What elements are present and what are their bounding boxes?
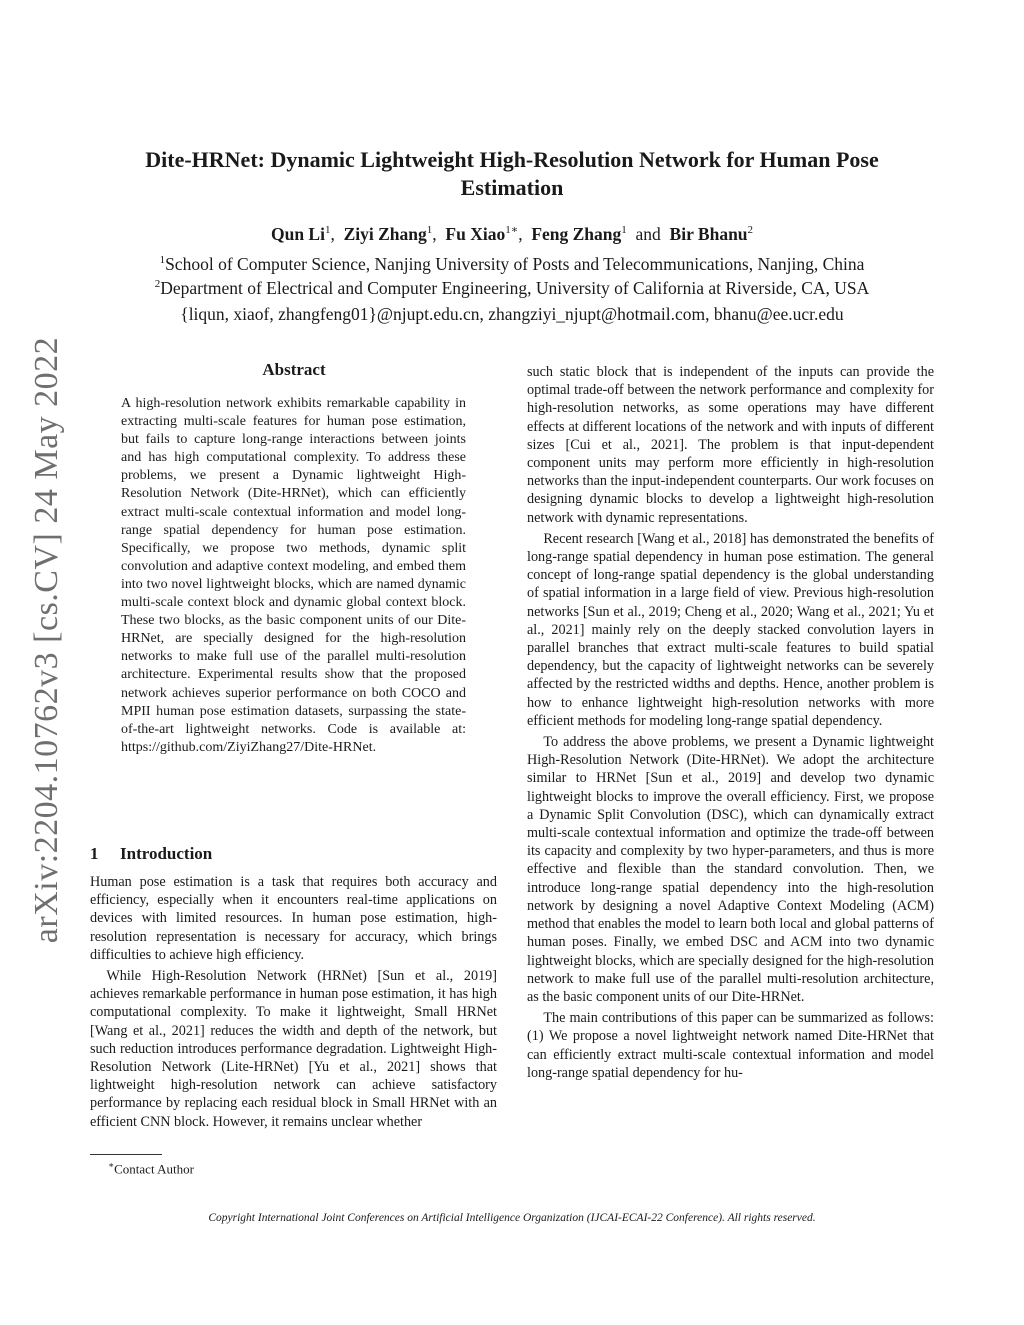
author-name: Qun Li	[270, 224, 325, 244]
paper-title: Dite-HRNet: Dynamic Lightweight High-Resolution Network for Human Pose Estimation	[145, 147, 879, 200]
author-affiliation-mark: 1	[324, 224, 331, 237]
affiliation-text: School of Computer Science, Nanjing University of Posts and Telecommunications, Nanjing, China	[165, 254, 865, 274]
author-name: Bir Bhanu	[669, 224, 748, 244]
affiliation-2	[60, 276, 964, 300]
copyright-notice: Copyright International Joint Conferences on Artificial Intelligence Organization (IJCAI-ECAI-22 Conference). All rights reserved.	[208, 1212, 816, 1224]
affiliation-text: Department of Electrical and Computer Engineering, University of California at Riverside, CA, USA	[160, 278, 870, 298]
paragraph: While High-Resolution Network (HRNet) [Sun et al., 2019] achieves remarkable performance in human pose estimation, it has high computational complexity. To make it lightweight, Small HRNet [Wang et al., 2021] reduces the width and depth of the network, but such reduction introduces performance degradation. Lightweight High-Resolution Network (Lite-HRNet) [Yu et al., 2021] shows that lightweight high-resolution network can achieve satisfactory performance by replacing each residual block in Small HRNet with an efficient CNN block. However, it remains unclear whether	[90, 968, 497, 1130]
paragraph: The main contributions of this paper can be summarized as follows: (1) We propose a novel lightweight network named Dite-HRNet that can efficiently extract multi-scale contextual information and model long-range spatial dependency for hu-	[527, 1010, 934, 1081]
author-affiliation-mark: 1	[426, 224, 433, 237]
paragraph: To address the above problems, we present a Dynamic lightweight High-Resolution Network (Dite-HRNet). We adopt the architecture similar to HRNet [Sun et al., 2019] and develop two dynamic lightweight blocks to improve the overall efficiency. First, we propose a Dynamic Split Convolution (DSC), which can dynamically extract multi-scale contextual information and optimize the trade-off between its capacity and complexity by two hyper-parameters, and thus is more effective and flexible than the standard convolution. Then, we introduce long-range spatial dependency into the high-resolution network by designing a novel Adaptive Context Modeling (ACM) method that enables the model to learn both local and global patterns of human poses. Finally, we embed DSC and ACM into two dynamic lightweight blocks, which are specially designed for the high-resolution network to make full use of the parallel multi-resolution architecture, as the basic component units of our Dite-HRNet.	[527, 734, 935, 1005]
affiliation-mark: 2	[154, 278, 161, 291]
section-heading-introduction	[90, 844, 212, 864]
author-separator: ,	[330, 224, 335, 244]
footnote-mark: ∗	[108, 1160, 115, 1170]
author-list	[60, 222, 964, 246]
author-affiliation-mark: 1∗	[505, 224, 519, 237]
right-column-body	[527, 363, 934, 1082]
section-number: 1	[90, 844, 99, 863]
footnote-text: Contact Author	[114, 1161, 194, 1177]
arxiv-id-text: arXiv:2204.10762v3 [cs.CV] 24 May 2022	[28, 336, 66, 944]
affiliation-1	[60, 252, 964, 276]
author-name: Ziyi Zhang	[343, 224, 427, 244]
footnote	[108, 1160, 194, 1177]
author-affiliation-mark: 1	[621, 224, 627, 237]
author-separator: ,	[432, 224, 437, 244]
left-column-body	[90, 873, 497, 1131]
affiliation-mark: 1	[159, 254, 166, 267]
author-separator: and	[635, 224, 661, 244]
author-emails: {liqun, xiaof, zhangfeng01}@njupt.edu.cn, zhangziyi_njupt@hotmail.com, bhanu@ee.ucr.edu	[180, 304, 844, 324]
author-name: Fu Xiao	[445, 224, 506, 244]
author-name: Feng Zhang	[531, 224, 622, 244]
paragraph: such static block that is independent of the inputs can provide the optimal trade-off between the network performance and complexity for high-resolution networks, as some operations may have different effects at different locations of the network and with inputs of different sizes [Cui et al., 2021]. The problem is that input-dependent component units may perform more efficiently in high-resolution networks than the input-independent counterparts. Our work focuses on designing dynamic blocks to develop a lightweight high-resolution network with dynamic representations.	[527, 364, 934, 526]
paragraph: Recent research [Wang et al., 2018] has demonstrated the benefits of long-range spatial dependency in human pose estimation. The general concept of long-range spatial dependency is the global understanding of spatial information in a large field of view. Previous high-resolution networks [Sun et al., 2019; Cheng et al., 2020; Wang et al., 2021; Yu et al., 2021] mainly rely on the deeply stacked convolution layers in parallel branches that extract multi-scale features to build spatial dependency, but the capacity of lightweight networks can be severely affected by the restricted widths and depths. Hence, another problem is how to enhance lightweight high-resolution networks with more efficient methods for modeling long-range spatial dependency.	[527, 530, 934, 729]
author-separator: ,	[518, 224, 523, 244]
abstract-heading: Abstract	[262, 360, 326, 379]
author-affiliation-mark: 2	[747, 224, 754, 237]
arxiv-identifier	[24, 336, 70, 944]
footnote-rule	[90, 1154, 162, 1155]
section-title: Introduction	[120, 844, 213, 863]
paragraph: Human pose estimation is a task that requires both accuracy and efficiency, especially when it encounters real-time applications on devices with limited resources. In human pose estimation, high-resolution representation is necessary for accuracy, which brings difficulties to achieve high efficiency.	[90, 874, 497, 963]
abstract-text: A high-resolution network exhibits remarkable capability in extracting multi-scale features for human pose estimation, but fails to capture long-range interactions between joints and has high computational complexity. To address these problems, we present a Dynamic lightweight High-Resolution Network (Dite-HRNet), which can efficiently extract multi-scale contextual information and model long-range spatial dependency for human pose estimation. Specifically, we propose two methods, dynamic split convolution and adaptive context modeling, and embed them into two novel lightweight blocks, which are named dynamic multi-scale context block and dynamic global context block. These two blocks, as the basic component units of our Dite-HRNet, are specially designed for the high-resolution networks to make full use of the parallel multi-resolution architecture. Experimental results show that the proposed network achieves superior performance on both COCO and MPII human pose estimation datasets, surpassing the state-of-the-art lightweight networks. Code is available at: https://github.com/ZiyiZhang27/Dite-HRNet.	[121, 396, 466, 755]
